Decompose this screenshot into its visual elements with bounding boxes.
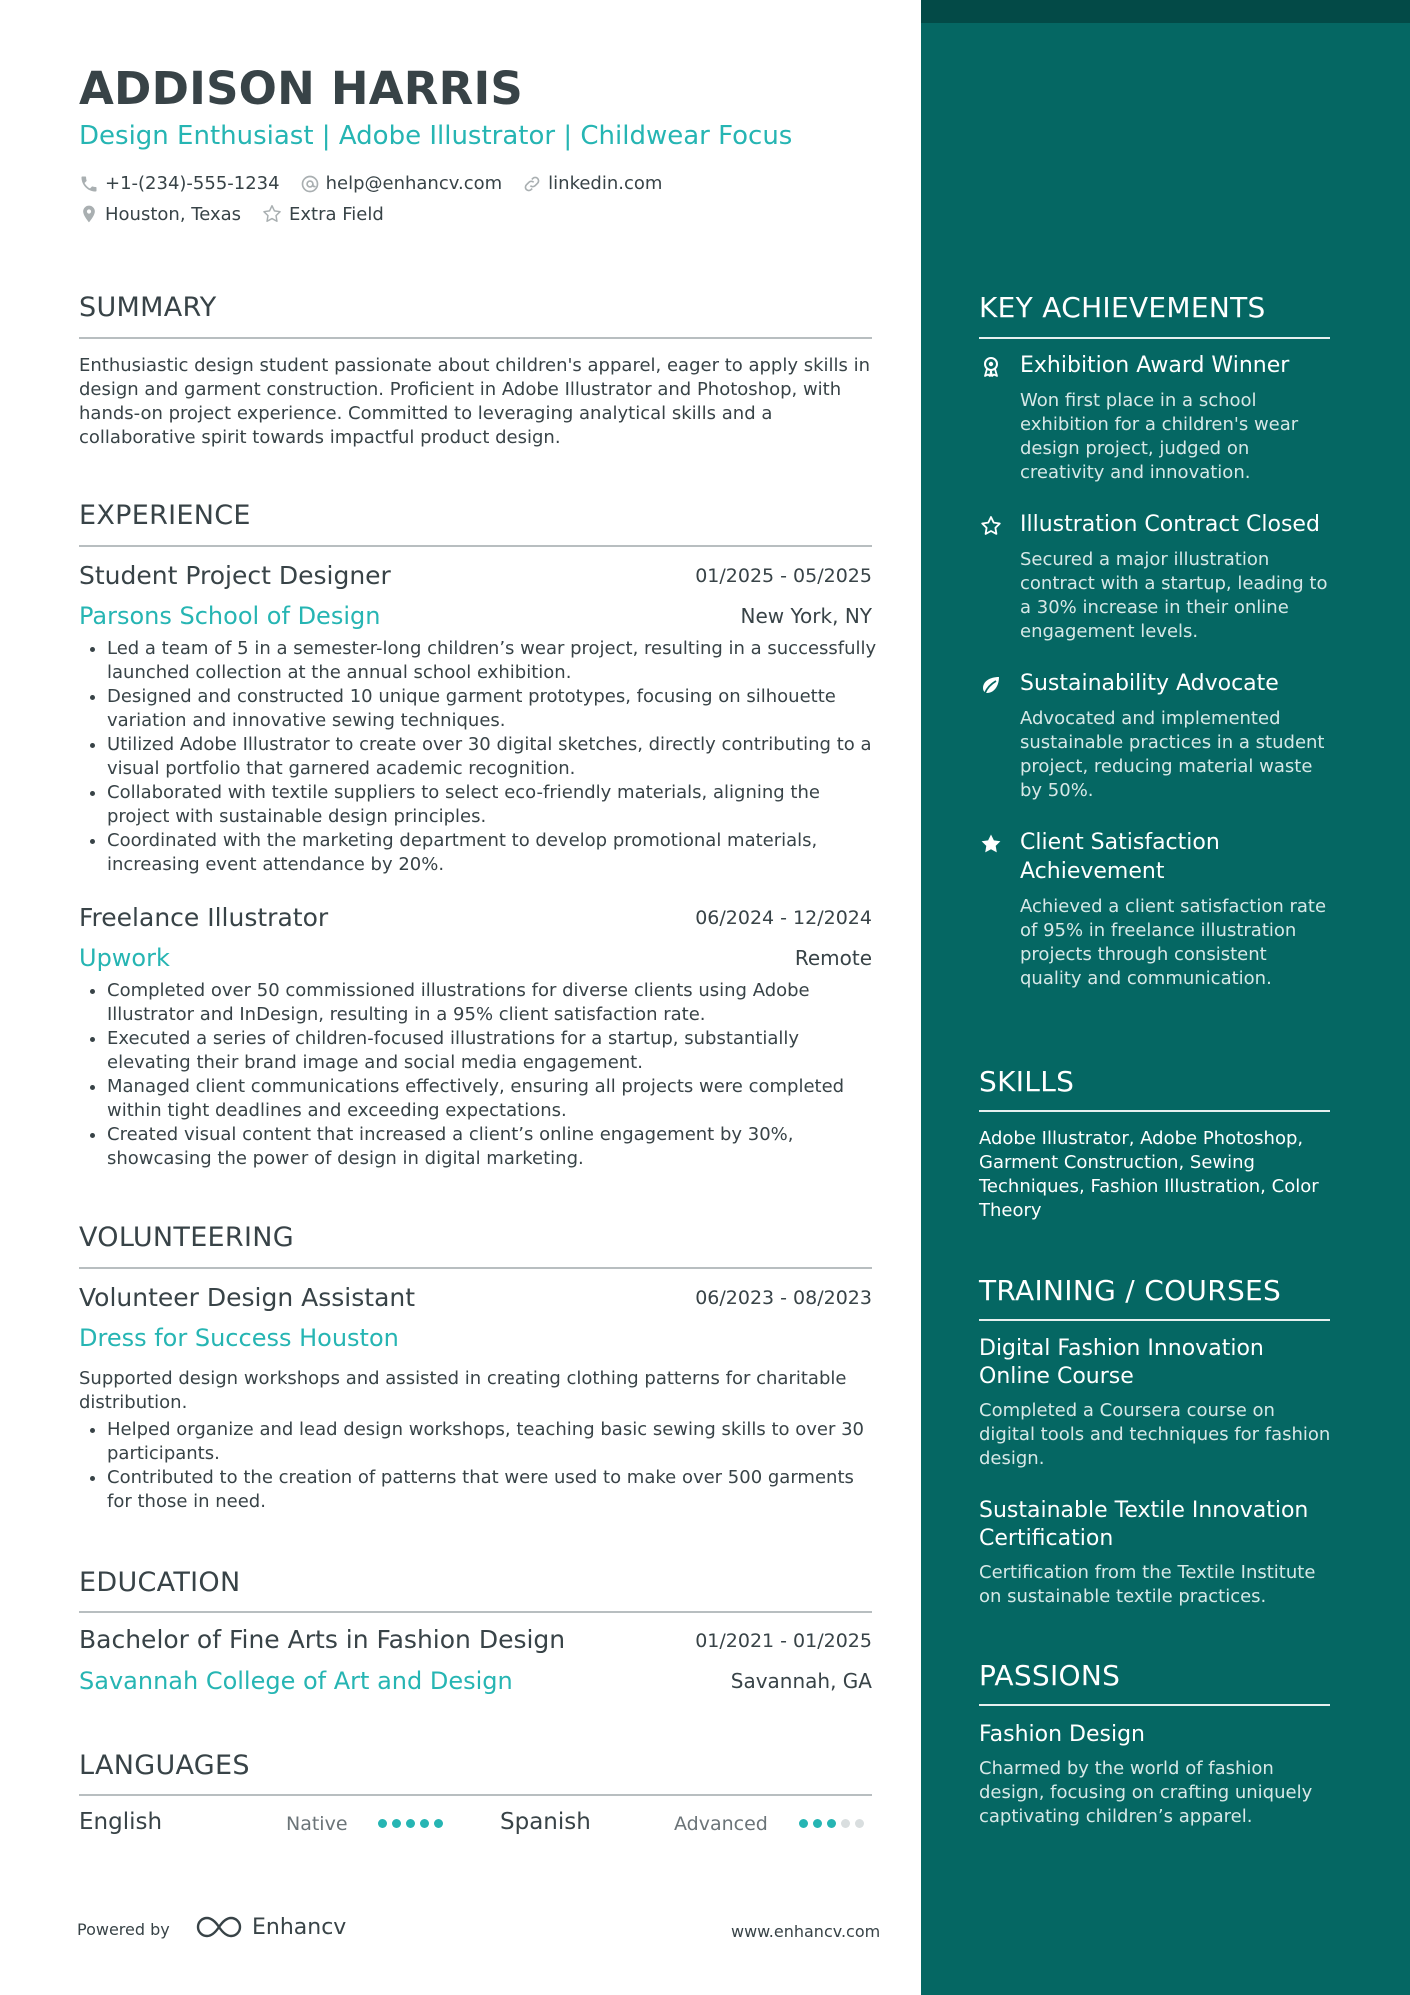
language-rating <box>799 1819 869 1828</box>
job-dates: 01/2025 - 05/2025 <box>695 565 872 587</box>
bullet: • Coordinated with the marketing department to develop promotional materials, increasing event attendance by 20%. <box>107 829 879 877</box>
star-outline-icon <box>979 514 1003 538</box>
volunteering-title: VOLUNTEERING <box>79 1222 294 1253</box>
job-bullets <box>79 637 879 877</box>
achievement-title: Sustainability Advocate <box>1020 671 1279 696</box>
job-location: New York, NY <box>740 604 872 628</box>
infinity-logo-icon <box>195 1914 243 1940</box>
extra-text: Extra Field <box>289 203 384 225</box>
rating-dot-filled <box>799 1819 808 1828</box>
location-contact <box>79 204 241 225</box>
rating-dot-filled <box>434 1819 443 1828</box>
brand-name: Enhancv <box>252 1914 347 1940</box>
achievement-description: Advocated and implemented sustainable practices in a student project, reducing material waste by 50%. <box>1020 708 1325 801</box>
achievement-description: Achieved a client satisfaction rate of 95% in freelance illustration projects through consistent quality and communication. <box>1020 896 1327 989</box>
training-divider <box>979 1319 1330 1321</box>
achievements-divider <box>979 337 1330 339</box>
achievement-title: Client Satisfaction Achievement <box>1020 830 1220 884</box>
rating-dot-empty <box>841 1819 850 1828</box>
location-pin-icon <box>79 204 99 224</box>
language-level: Advanced <box>674 1813 768 1835</box>
language-rating <box>378 1819 448 1828</box>
link-icon <box>522 174 542 194</box>
enhancv-logo[interactable] <box>195 1914 346 1940</box>
rating-dot-filled <box>813 1819 822 1828</box>
job-dates: 06/2024 - 12/2024 <box>695 907 872 929</box>
experience-divider <box>79 545 872 547</box>
volunteering-divider <box>79 1267 872 1269</box>
languages-divider <box>79 1794 872 1796</box>
bullet: • Created visual content that increased a client’s online engagement by 30%, showcasing the power of design in digital marketing. <box>107 1123 879 1171</box>
job-company: Parsons School of Design <box>79 602 381 630</box>
language-name: Spanish <box>500 1809 591 1835</box>
bullet: • Executed a series of children-focused illustrations for a startup, substantially elevating their brand image and social media engagement. <box>107 1027 879 1075</box>
skills-divider <box>979 1110 1330 1112</box>
course-title: Digital Fashion Innovation Online Course <box>979 1336 1264 1389</box>
education-divider <box>79 1611 872 1613</box>
volunteer-role: Volunteer Design Assistant <box>79 1283 416 1312</box>
rating-dot-empty <box>855 1819 864 1828</box>
language-name: English <box>79 1809 163 1835</box>
achievement-description: Secured a major illustration contract with a startup, leading to a 30% increase in their online engagement levels. <box>1020 549 1328 642</box>
skills-title: SKILLS <box>979 1065 1075 1098</box>
bullet: • Managed client communications effectively, ensuring all projects were completed within tight deadlines and exceeding expectations. <box>107 1075 879 1123</box>
bullet: • Collaborated with textile suppliers to select eco-friendly materials, aligning the project with sustainable design principles. <box>107 781 879 829</box>
rating-dot-filled <box>406 1819 415 1828</box>
email-text: help@enhancv.com <box>325 173 503 194</box>
achievement-title: Illustration Contract Closed <box>1020 512 1320 537</box>
bullet: • Contributed to the creation of patterns that were used to make over 500 garments for those in need. <box>107 1466 879 1514</box>
achievement-title: Exhibition Award Winner <box>1020 353 1290 378</box>
job-company: Upwork <box>79 944 170 972</box>
email-contact[interactable] <box>300 173 503 194</box>
phone-icon <box>79 174 99 194</box>
skills-list: Adobe Illustrator, Adobe Photoshop, Garment Construction, Sewing Techniques, Fashion Illustration, Color Theory <box>979 1128 1319 1221</box>
volunteer-description: Supported design workshops and assisted in creating clothing patterns for charitable distribution. <box>79 1368 847 1413</box>
star-filled-icon <box>979 832 1003 856</box>
powered-by-label: Powered by <box>77 1920 170 1939</box>
degree: Bachelor of Fine Arts in Fashion Design <box>79 1625 566 1654</box>
rating-dot-filled <box>392 1819 401 1828</box>
passions-title: PASSIONS <box>979 1659 1121 1692</box>
summary-title: SUMMARY <box>79 292 217 323</box>
phone-contact <box>79 173 280 194</box>
linkedin-text: linkedin.com <box>548 173 663 194</box>
passion-title: Fashion Design <box>979 1722 1145 1747</box>
job-location: Remote <box>794 946 872 970</box>
passions-divider <box>979 1704 1330 1706</box>
tagline: Design Enthusiast | Adobe Illustrator | Childwear Focus <box>79 121 793 151</box>
volunteer-org: Dress for Success Houston <box>79 1324 399 1352</box>
language-level: Native <box>286 1813 348 1835</box>
job-bullets <box>79 979 879 1171</box>
volunteer-bullets <box>79 1418 879 1514</box>
award-icon <box>979 355 1003 379</box>
achievements-title: KEY ACHIEVEMENTS <box>979 291 1266 324</box>
bullet: • Helped organize and lead design workshops, teaching basic sewing skills to over 30 participants. <box>107 1418 879 1466</box>
at-icon <box>300 174 320 194</box>
volunteer-dates: 06/2023 - 08/2023 <box>695 1287 872 1309</box>
job-role: Freelance Illustrator <box>79 903 329 932</box>
course-description: Completed a Coursera course on digital tools and techniques for fashion design. <box>979 1400 1331 1469</box>
bullet: • Completed over 50 commissioned illustrations for diverse clients using Adobe Illustrator and InDesign, resulting in a 95% client satisfaction rate. <box>107 979 879 1027</box>
star-outline-icon <box>261 203 283 225</box>
linkedin-contact[interactable] <box>522 173 662 194</box>
rating-dot-filled <box>420 1819 429 1828</box>
education-title: EDUCATION <box>79 1567 241 1598</box>
bullet: • Designed and constructed 10 unique garment prototypes, focusing on silhouette variation and innovative sewing techniques. <box>107 685 879 733</box>
rating-dot-filled <box>378 1819 387 1828</box>
job-role: Student Project Designer <box>79 561 391 590</box>
location-text: Houston, Texas <box>105 203 242 225</box>
extra-contact <box>261 203 384 225</box>
education-location: Savannah, GA <box>730 1669 872 1693</box>
candidate-name: ADDISON HARRIS <box>79 62 524 115</box>
passion-description: Charmed by the world of fashion design, focusing on crafting uniquely captivating children’s apparel. <box>979 1758 1313 1827</box>
languages-title: LANGUAGES <box>79 1750 250 1781</box>
phone-text: +1-(234)-555-1234 <box>105 173 280 194</box>
training-title: TRAINING / COURSES <box>979 1274 1282 1307</box>
experience-title: EXPERIENCE <box>79 500 251 531</box>
leaf-icon <box>979 673 1003 697</box>
education-dates: 01/2021 - 01/2025 <box>695 1630 872 1652</box>
achievement-description: Won first place in a school exhibition for a children's wear design project, judged on creativity and innovation. <box>1020 390 1299 483</box>
contact-row-1 <box>79 173 682 194</box>
sidebar-top-bar <box>921 0 1410 23</box>
bullet: • Led a team of 5 in a semester-long children’s wear project, resulting in a successfully launched collection at the annual school exhibition. <box>107 637 879 685</box>
bullet: • Utilized Adobe Illustrator to create over 30 digital sketches, directly contributing to a visual portfolio that garnered academic recognition. <box>107 733 879 781</box>
footer-url[interactable]: www.enhancv.com <box>731 1922 881 1941</box>
rating-dot-filled <box>827 1819 836 1828</box>
course-title: Sustainable Textile Innovation Certification <box>979 1498 1309 1551</box>
school: Savannah College of Art and Design <box>79 1667 513 1695</box>
course-description: Certification from the Textile Institute on sustainable textile practices. <box>979 1562 1316 1607</box>
summary-divider <box>79 337 872 339</box>
summary-text: Enthusiastic design student passionate about children's apparel, eager to apply skills in design and garment construction. Proficient in Adobe Illustrator and Photoshop, with hands-on project experience. Committed to leveraging analytical skills and a collaborative spirit towards impactful product design. <box>79 355 871 448</box>
contact-row-2 <box>79 203 404 225</box>
